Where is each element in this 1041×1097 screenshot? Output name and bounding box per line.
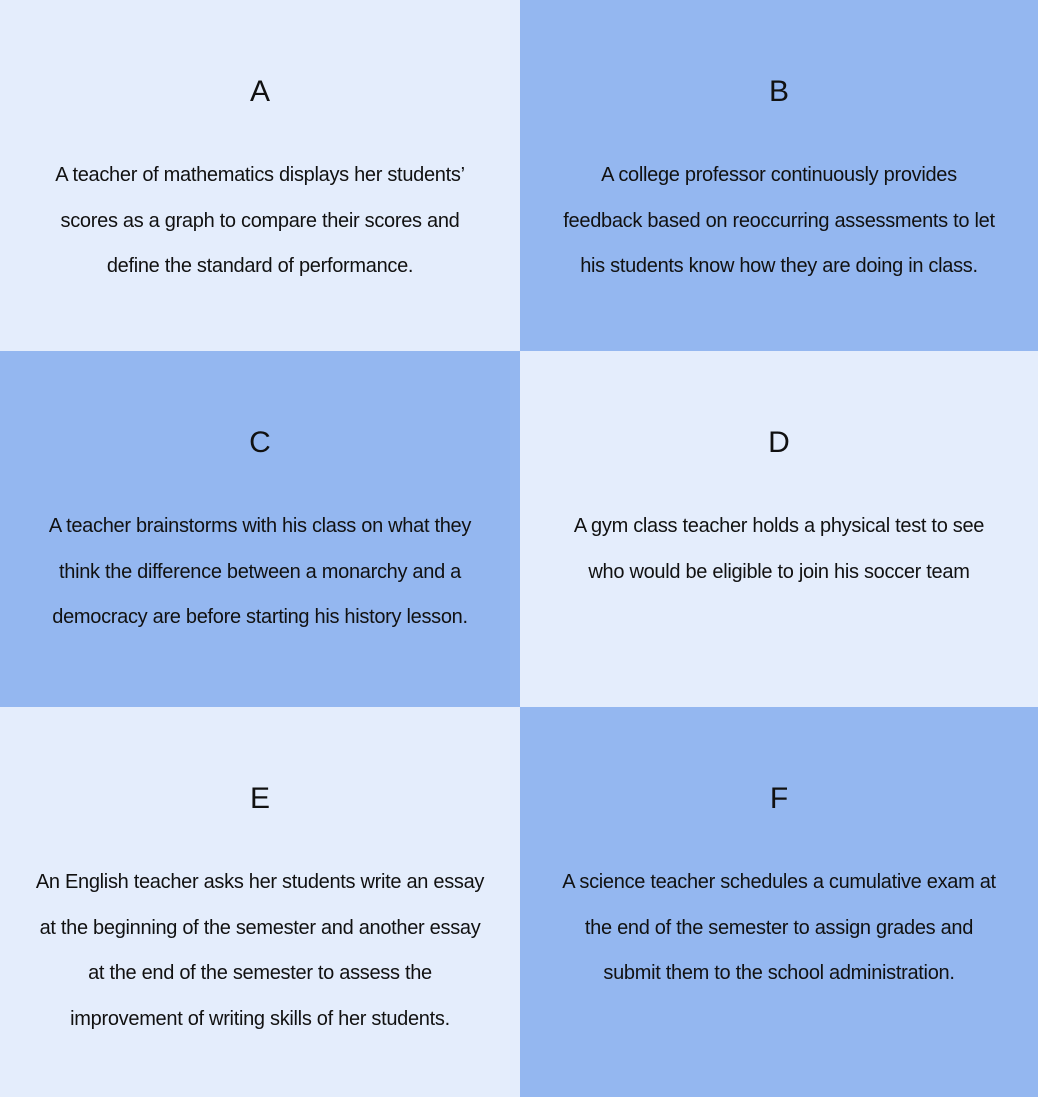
- card-description: [520, 860, 1038, 997]
- description-line: think the difference between a monarchy and a: [59, 560, 461, 583]
- card-b: [520, 0, 1038, 351]
- description-line: A gym class teacher holds a physical test to see: [573, 515, 985, 537]
- card-description: [520, 153, 1038, 290]
- description-line: A teacher of mathematics displays her students’: [55, 164, 465, 186]
- description-line: who would be eligible to join his soccer team: [588, 560, 970, 583]
- description-line: scores as a graph to compare their scores and: [60, 209, 460, 232]
- description-line: submit them to the school administration.: [603, 962, 955, 984]
- card-f: [520, 707, 1038, 1097]
- card-a: [0, 0, 520, 351]
- card-d: [520, 351, 1038, 707]
- description-line: A teacher brainstorms with his class on what they: [48, 515, 472, 537]
- description-line: define the standard of performance.: [106, 255, 414, 277]
- description-line: the end of the semester to assign grades and: [584, 916, 974, 939]
- card-e: [0, 707, 520, 1097]
- card-letter: A: [249, 75, 270, 108]
- description-line: his students know how they are doing in class.: [580, 255, 978, 277]
- card-description: [0, 860, 520, 1042]
- description-line: A college professor continuously provides: [601, 164, 957, 186]
- card-letter: B: [768, 75, 789, 108]
- card-letter: E: [249, 782, 270, 815]
- description-line: democracy are before starting his history lesson.: [52, 606, 468, 628]
- card-letter: C: [249, 426, 271, 459]
- description-line: at the end of the semester to assess the: [88, 962, 432, 984]
- card-description: [0, 153, 520, 290]
- card-letter: F: [769, 782, 789, 815]
- card-description: [520, 504, 1038, 595]
- card-c: [0, 351, 520, 707]
- description-line: improvement of writing skills of her students.: [70, 1007, 450, 1030]
- description-line: feedback based on reoccurring assessments to let: [563, 209, 995, 232]
- description-line: at the beginning of the semester and another essay: [39, 916, 481, 939]
- card-description: [0, 504, 520, 641]
- description-line: A science teacher schedules a cumulative exam at: [562, 871, 996, 893]
- description-line: An English teacher asks her students write an essay: [35, 871, 485, 893]
- card-letter: D: [768, 426, 790, 459]
